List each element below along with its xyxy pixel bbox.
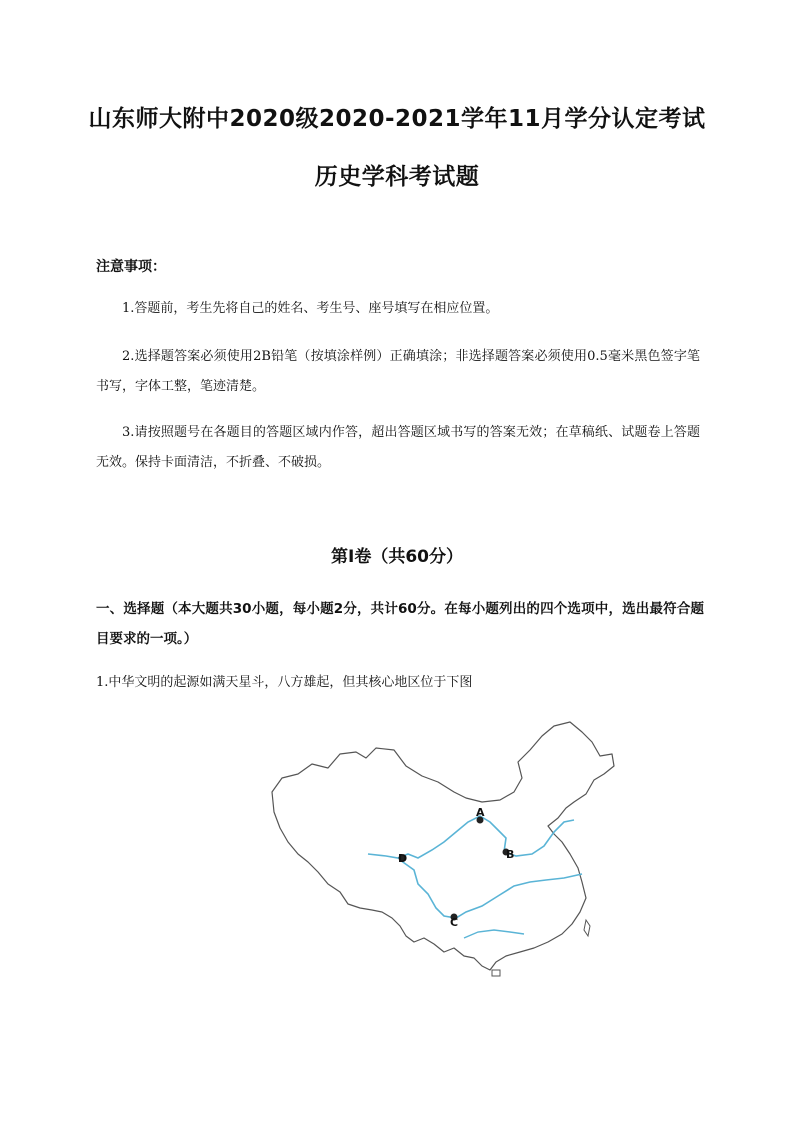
map-label-a: A xyxy=(476,806,485,819)
map-island-taiwan xyxy=(584,920,590,936)
note-item-1: 1.答题前，考生先将自己的姓名、考生号、座号填写在相应位置。 xyxy=(122,301,499,316)
map-label-c: C xyxy=(450,916,459,929)
exam-title: 山东师大附中2020级2020-2021学年11月学分认定考试 xyxy=(88,106,706,132)
pearl-river xyxy=(464,930,524,938)
question-1-text: 1.中华文明的起源如满天星斗，八方雄起，但其核心地区位于下图 xyxy=(96,675,473,690)
note-item-3: 3.请按照题号在各题目的答题区域内作答，超出答题区域书写的答案无效；在草稿纸、试题卷上答题无效。保持卡面清洁，不折叠、不破损。 xyxy=(96,425,700,470)
china-map-figure xyxy=(268,712,618,982)
section-title: 第Ⅰ卷（共60分） xyxy=(331,547,463,567)
yangtze-river xyxy=(400,860,582,918)
map-border xyxy=(272,722,614,970)
notes-heading: 注意事项： xyxy=(96,259,166,275)
note-item-2: 2.选择题答案必须使用2B铅笔（按填涂样例）正确填涂；非选择题答案必须使用0.5毫米黑色签字笔书写，字体工整，笔迹清楚。 xyxy=(96,349,700,394)
map-island-hainan xyxy=(492,970,500,976)
exam-subtitle: 历史学科考试题 xyxy=(314,164,480,190)
part-heading: 一、选择题（本大题共30小题，每小题2分，共计60分。在每小题列出的四个选项中，选出最符合题目要求的一项。） xyxy=(96,601,704,647)
china-map-svg xyxy=(268,712,618,982)
map-label-d: D xyxy=(398,852,408,865)
map-label-b: B xyxy=(506,848,515,861)
